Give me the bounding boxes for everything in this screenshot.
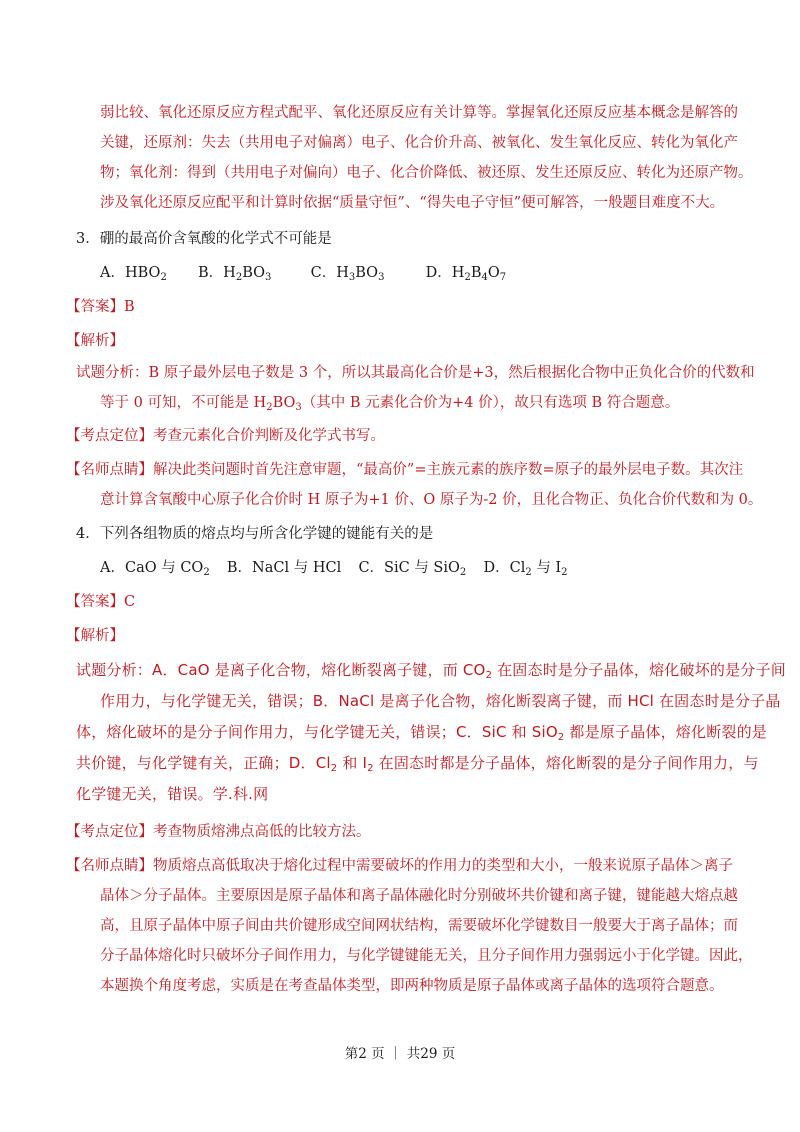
q3-analysis-line-2: 等于 0 可知，不可能是 $H_2BO_3$（其中 B 元素化合价为+4 价），故只有选项 B 符合题意。 <box>100 395 680 413</box>
q4-analysis-line-5: 化学键无关，错误。学.科.网 <box>76 785 269 803</box>
q4-option-c: C．SiC 与 SiO$_2$ <box>358 560 467 578</box>
q4-option-a: A．CaO 与 $CO_2$ <box>100 560 210 578</box>
q3-question: 3．硼的最高价含氧酸的化学式不可能是 <box>76 231 332 247</box>
q4-options <box>100 558 568 578</box>
q4-teacher-note-line-1: 【名师点睛】物质熔点高低取决于熔化过程中需要破坏的作用力的类型和大小，一般来说原子晶体＞离子 <box>66 858 733 874</box>
q3-key-point: 【考点定位】考查元素化合价判断及化学式书写。 <box>66 428 385 444</box>
q4-question: 4．下列各组物质的熔点均与所含化学键的键能有关的是 <box>76 526 434 542</box>
q3-option-a: A．$HBO_2$ <box>100 265 167 283</box>
q3-answer: 【答案】B <box>66 299 135 315</box>
q4-teacher-note-line-3: 高，且原子晶体中原子间由共价键形成空间网状结构，需要破坏化学键数目一般要大于离子晶体；而 <box>100 918 738 934</box>
q3-teacher-note-line-1: 【名师点睛】解决此类问题时首先注意审题，“最高价”=主族元素的族序数=原子的最外层电子数。其次注 <box>66 462 744 478</box>
q4-option-b: B．NaCl 与 HCl <box>226 560 342 576</box>
q3-option-b: B．$H_2BO_3$ <box>198 265 272 283</box>
q3-analysis-line-1: 试题分析：B 原子最外层电子数是 3 个，所以其最高化合价是+3，然后根据化合物中正负化合价的代数和 <box>76 365 755 381</box>
q3-analysis-tag: 【解析】 <box>66 333 124 349</box>
intro-line-2: 关键，还原剂：失去（共用电子对偏离）电子、化合价升高、被氧化、发生氧化反应、转化为氧化产 <box>100 135 738 151</box>
q4-analysis-tag: 【解析】 <box>66 628 124 644</box>
q3-options <box>100 263 506 283</box>
intro-line-1: 弱比较、氧化还原反应方程式配平、氧化还原反应有关计算等。掌握氧化还原反应基本概念是解答的 <box>100 105 738 121</box>
q3-option-c: C．$H_3BO_3$ <box>310 265 385 283</box>
q3-option-d: D．$H_2B_4O_7$ <box>425 265 507 283</box>
intro-line-3: 物；氧化剂：得到（共用电子对偏向）电子、化合价降低、被还原、发生还原反应、转化为还原产物。 <box>100 165 753 181</box>
q4-option-d: D．$Cl_2$ 与 $I_2$ <box>483 560 568 578</box>
q4-answer: 【答案】C <box>66 594 136 610</box>
q4-analysis-line-4: 共价键，与化学键有关，正确；D．$Cl_2$ 和 $I_2$ 在固态时都是分子晶体，熔化断裂的是分子间作用力，与 <box>76 754 759 774</box>
q4-teacher-note-line-2: 晶体＞分子晶体。主要原因是原子晶体和离子晶体融化时分别破坏共价键和离子键，键能越大熔点越 <box>100 888 738 904</box>
intro-line-4: 涉及氧化还原反应配平和计算时依据“质量守恒”、“得失电子守恒”便可解答，一般题目难度不大。 <box>100 195 725 211</box>
q4-key-point: 【考点定位】考查物质熔沸点高低的比较方法。 <box>66 824 371 840</box>
q3-teacher-note-line-2: 意计算含氧酸中心原子化合价时 H 原子为+1 价、O 原子为-2 价，且化合物正、负化合价代数和为 0。 <box>100 492 763 508</box>
q4-teacher-note-line-4: 分子晶体熔化时只破坏分子间作用力，与化学键键能无关，且分子间作用力强弱远小于化学键。因此， <box>100 948 753 964</box>
q4-analysis-line-1: 试题分析：A．CaO 是离子化合物，熔化断裂离子键，而 $CO_2$ 在固态时是分子晶体，熔化破坏的是分子间 <box>76 661 786 681</box>
q4-analysis-line-3: 体，熔化破坏的是分子间作用力，与化学键无关，错误；C．SiC 和 SiO$_2$ 都是原子晶体，熔化断裂的是 <box>76 723 768 743</box>
q4-teacher-note-line-5: 本题换个角度考虑，实质是在考查晶体类型，即两种物质是原子晶体或离子晶体的选项符合题意。 <box>100 978 724 994</box>
page-footer: 第2 页 ｜ 共29 页 <box>344 1046 456 1062</box>
q4-analysis-line-2: 作用力，与化学键无关，错误；B．NaCl 是离子化合物，熔化断裂离子键，而 HCl 在固态时是分子晶 <box>100 692 781 710</box>
